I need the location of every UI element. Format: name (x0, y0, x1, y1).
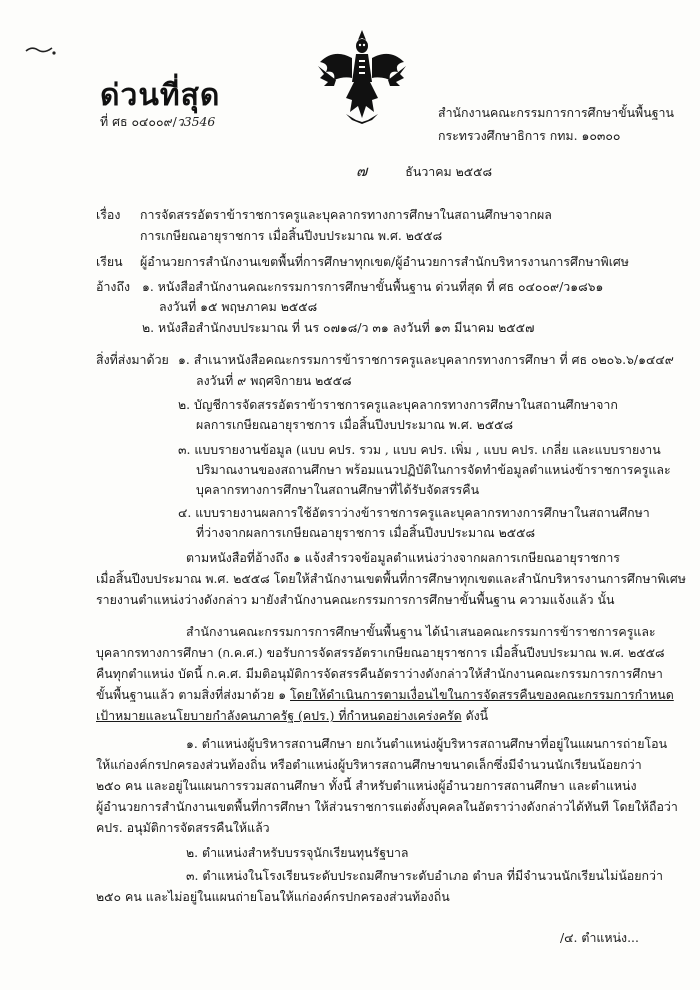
document-number (100, 114, 215, 130)
body-paragraph-2-line: สำนักงานคณะกรรมการการศึกษาขั้นพื้นฐาน ได้นำเสนอคณะกรรมการข้าราชการครูและ (186, 624, 656, 639)
enclosure-line: ๒. บัญชีการจัดสรรอัตราข้าราชการครูและบุคลากรทางการศึกษาในสถานศึกษาจาก (178, 397, 618, 412)
enclosure-line: ผลการเกษียณอายุราชการ เมื่อสิ้นปีงบประมาณ พ.ศ. ๒๕๕๘ (196, 417, 514, 432)
condition-item-1-line: ผู้อำนวยการสำนักงานเขตพื้นที่การศึกษา ให้ส่วนราชการแต่งตั้งบุคคลในอัตราว่างดังกล่าวได้ทันที โดยให้ถือว่า (96, 799, 678, 814)
page-continuation: /๔. ตำแหน่ง... (560, 930, 639, 945)
body-paragraph-1-line: รายงานตำแหน่งว่างดังกล่าว มายังสำนักงานคณะกรรมการการศึกษาขั้นพื้นฐาน ความแจ้งแล้ว นั้น (96, 592, 615, 607)
recipient-label: เรียน (96, 254, 123, 269)
reference-label: อ้างถึง (96, 279, 131, 294)
underlined-condition-text: เป้าหมายและนโยบายกำลังคนภาครัฐ (คปร.) ที่กำหนดอย่างเคร่งครัด (96, 708, 462, 723)
office-address: กระทรวงศึกษาธิการ กทม. ๑๐๓๐๐ (438, 128, 621, 143)
margin-checkmark-icon (24, 44, 58, 58)
enclosure-line: ปริมาณงานของสถานศึกษา พร้อมแนวปฏิบัติในการจัดทำข้อมูลตำแหน่งข้าราชการครูและ (196, 462, 671, 477)
enclosure-line: ๓. แบบรายงานข้อมูล (แบบ คปร. รวม , แบบ คปร. เพิ่ม , แบบ คปร. เกลี่ย และแบบรายงาน (178, 442, 661, 457)
garuda-emblem-icon (316, 28, 408, 124)
date-month-year: ธันวาคม ๒๕๕๘ (405, 164, 493, 179)
document-number-prefix: ที่ ศธ ๐๔๐๐๙/ (100, 114, 177, 129)
condition-item-1-line: ๒๕๐ คน และอยู่ในแผนการรวมสถานศึกษา ทั้งนี้ สำหรับตำแหน่งผู้อำนวยการสถานศึกษา และตำแหน่ง (96, 778, 637, 793)
document-date (356, 163, 492, 180)
document-number-handwritten: ว3546 (176, 114, 216, 129)
enclosures-label: สิ่งที่ส่งมาด้วย (96, 352, 169, 367)
enclosure-line: ๔. แบบรายงานผลการใช้อัตราว่างข้าราชการครูและบุคลากรทางการศึกษาในสถานศึกษา (178, 505, 650, 520)
date-day-handwritten: ๗ (356, 162, 368, 180)
urgency-label: ด่วนที่สุด (100, 78, 221, 113)
body-paragraph-1-line: ตามหนังสือที่อ้างถึง ๑ แจ้งสำรวจข้อมูลตำแหน่งว่างจากผลการเกษียณอายุราชการ (186, 550, 620, 565)
enclosure-line: บุคลากรทางการศึกษาในสถานศึกษาที่ได้รับจัดสรรคืน (196, 482, 480, 497)
body-paragraph-2-line: บุคลากรทางการศึกษา (ก.ค.ศ.) ขอรับการจัดสรรอัตราเกษียณอายุราชการ เมื่อสิ้นปีงบประมาณ พ.ศ. ๒๕๕๘ (96, 645, 665, 660)
enclosure-line: ลงวันที่ ๙ พฤศจิกายน ๒๕๕๘ (196, 373, 352, 388)
body-paragraph-2-line (96, 708, 488, 724)
condition-item-1-line: ๑. ตำแหน่งผู้บริหารสถานศึกษา ยกเว้นตำแหน่งผู้บริหารสถานศึกษาที่อยู่ในแผนการถ่ายโอน (186, 736, 668, 751)
body-text: ดังนี้ (461, 708, 489, 723)
underlined-condition-text: โดยให้ดำเนินการตามเงื่อนไขในการจัดสรรคืนของคณะกรรมการกำหนด (290, 687, 674, 702)
subject-line-1: การจัดสรรอัตราข้าราชการครูและบุคลากรทางการศึกษาในสถานศึกษาจากผล (140, 207, 552, 222)
recipient-text: ผู้อำนวยการสำนักงานเขตพื้นที่การศึกษาทุกเขต/ผู้อำนวยการสำนักบริหารงานการศึกษาพิเศษ (140, 254, 629, 269)
body-paragraph-2-line (96, 687, 674, 703)
condition-item-3-line: ๒๕๐ คน และไม่อยู่ในแผนถ่ายโอนให้แก่องค์กรปกครองส่วนท้องถิ่น (96, 889, 450, 904)
enclosure-line: ที่ว่างจากผลการเกษียณอายุราชการ เมื่อสิ้นปีงบประมาณ ๒๕๕๘ (196, 525, 536, 540)
body-paragraph-2-line: คืนทุกตำแหน่ง บัดนี้ ก.ค.ศ. มีมติอนุมัติการจัดสรรคืนอัตราว่างดังกล่าวให้สำนักงานคณะกรรมการการศึกษา (96, 666, 663, 681)
condition-item-1-line: ให้แก่องค์กรปกครองส่วนท้องถิ่น หรือตำแหน่งผู้บริหารสถานศึกษาขนาดเล็กซึ่งมีจำนวนนักเรียนน้อยกว่า (96, 757, 642, 772)
enclosure-line: ๑. สำเนาหนังสือคณะกรรมการข้าราชการครูและบุคลากรทางการศึกษา ที่ ศธ ๐๒๐๖.๖/๑๔๔๙ (178, 352, 674, 367)
office-name: สำนักงานคณะกรรมการการศึกษาขั้นพื้นฐาน (438, 105, 674, 120)
subject-label: เรื่อง (96, 207, 121, 222)
reference-item: ลงวันที่ ๑๕ พฤษภาคม ๒๕๕๘ (159, 299, 318, 314)
condition-item-2: ๒. ตำแหน่งสำหรับบรรจุนักเรียนทุนรัฐบาล (186, 845, 409, 860)
reference-item: ๒. หนังสือสำนักงบประมาณ ที่ นร ๐๗๑๘/ว ๓๑ ลงวันที่ ๑๓ มีนาคม ๒๕๕๗ (142, 320, 535, 335)
subject-line-2: การเกษียณอายุราชการ เมื่อสิ้นปีงบประมาณ พ.ศ. ๒๕๕๘ (140, 228, 443, 243)
body-text: ขั้นพื้นฐานแล้ว ตามสิ่งที่ส่งมาด้วย ๑ (96, 687, 291, 702)
reference-item: ๑. หนังสือสำนักงานคณะกรรมการการศึกษาขั้นพื้นฐาน ด่วนที่สุด ที่ ศธ ๐๔๐๐๙/ว๑๘๖๑ (142, 279, 604, 294)
condition-item-1-line: คปร. อนุมัติการจัดสรรคืนให้แล้ว (96, 820, 270, 835)
body-paragraph-1-line: เมื่อสิ้นปีงบประมาณ พ.ศ. ๒๕๕๘ โดยให้สำนักงานเขตพื้นที่การศึกษาทุกเขตและสำนักบริหารงานการศึกษาพิเศษ (96, 571, 686, 586)
condition-item-3-line: ๓. ตำแหน่งในโรงเรียนระดับประถมศึกษาระดับอำเภอ ตำบล ที่มีจำนวนนักเรียนไม่น้อยกว่า (186, 868, 663, 883)
